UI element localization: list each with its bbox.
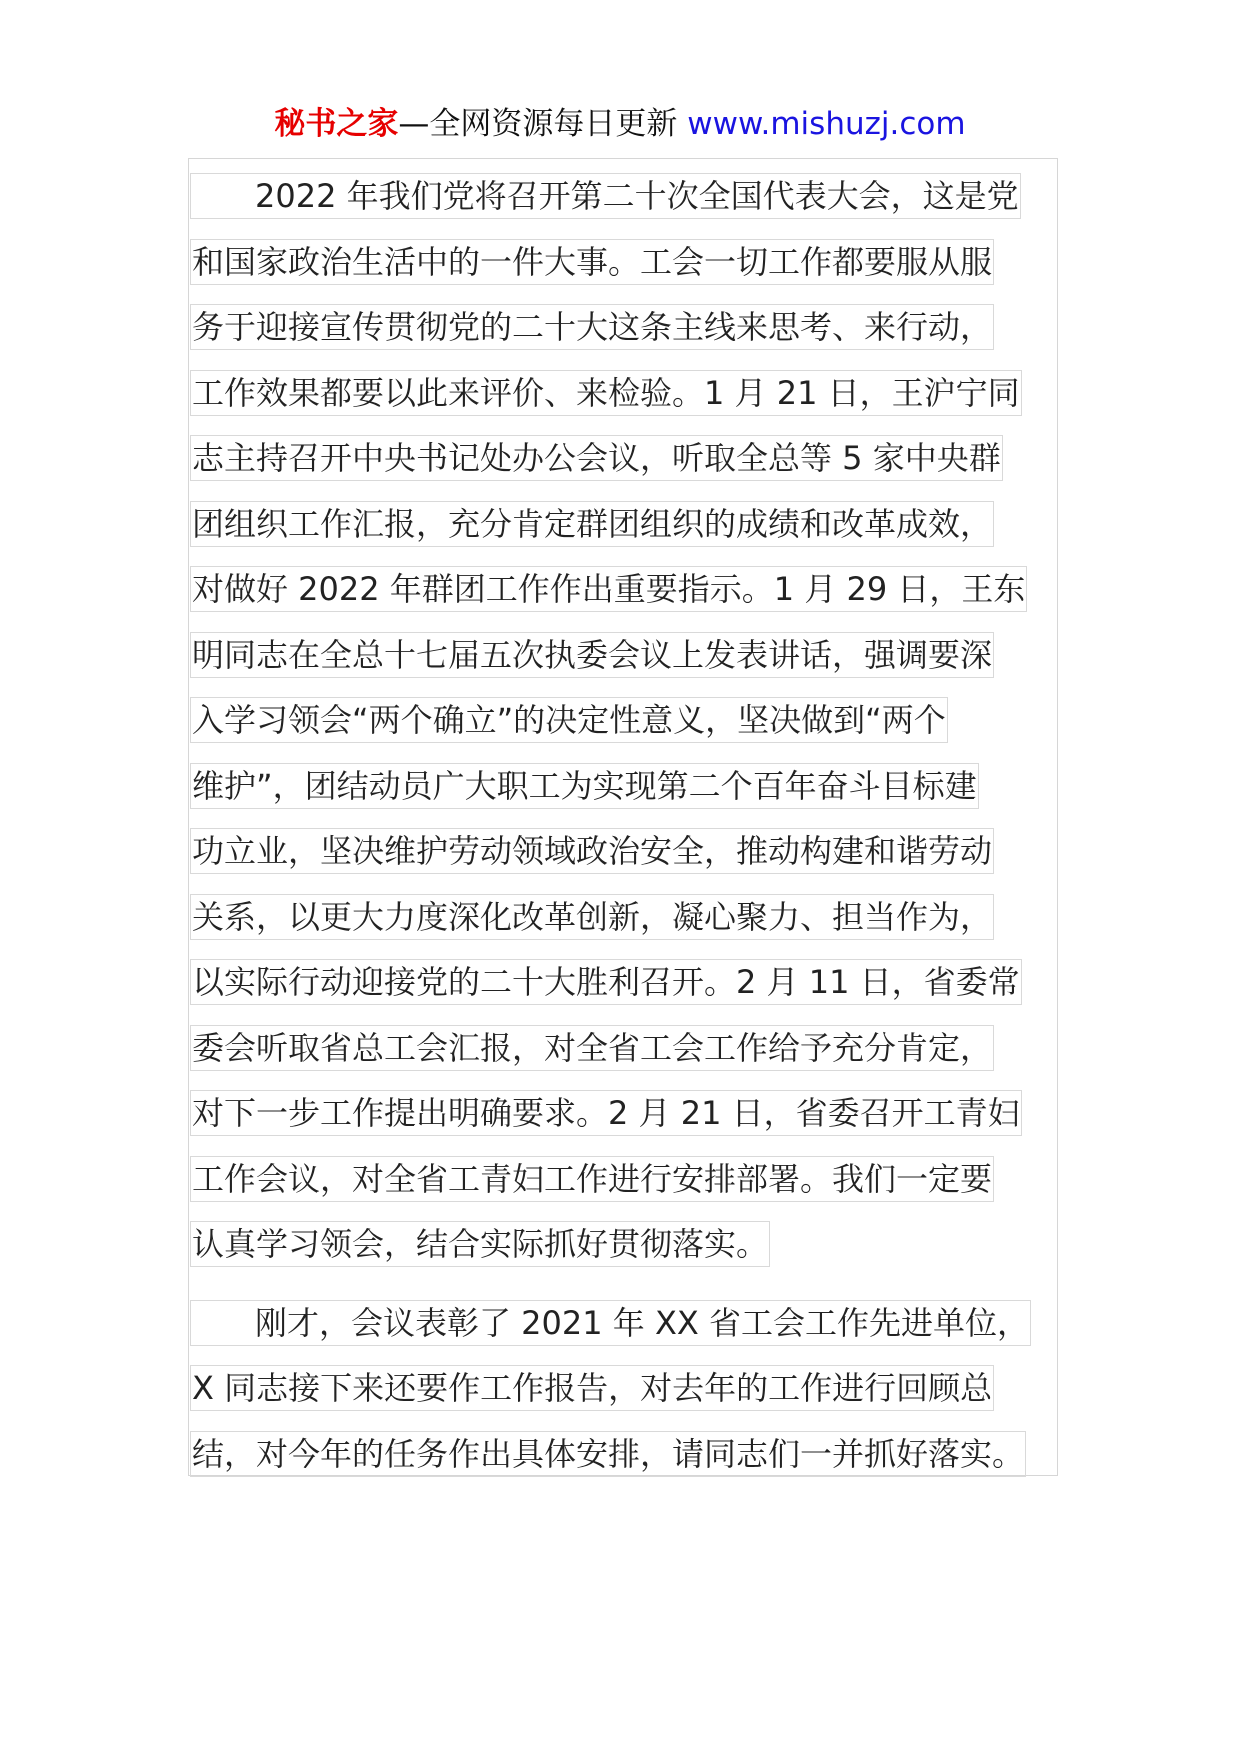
text-line: 关系，以更大力度深化改革创新，凝心聚力、担当作为，: [190, 883, 1070, 949]
text-line: 入学习领会“两个确立”的决定性意义，坚决做到“两个: [190, 686, 1070, 752]
text-line: 2022 年我们党将召开第二十次全国代表大会，这是党: [190, 162, 1070, 228]
text-line: 务于迎接宣传贯彻党的二十大这条主线来思考、来行动，: [190, 293, 1070, 359]
text-line: 结，对今年的任务作出具体安排，请同志们一并抓好落实。: [190, 1420, 1070, 1486]
text-line: 团组织工作汇报，充分肯定群团组织的成绩和改革成效，: [190, 490, 1070, 556]
text-line: 认真学习领会，结合实际抓好贯彻落实。: [190, 1210, 1070, 1276]
paragraph-2: [190, 1289, 1070, 1486]
text-line: 志主持召开中央书记处办公会议，听取全总等 5 家中央群: [190, 424, 1070, 490]
brand-name: 秘书之家: [274, 106, 399, 142]
text-line: 维护”，团结动员广大职工为实现第二个百年奋斗目标建: [190, 752, 1070, 818]
text-line: 委会听取省总工会汇报，对全省工会工作给予充分肯定，: [190, 1014, 1070, 1080]
text-line: 工作会议，对全省工青妇工作进行安排部署。我们一定要: [190, 1145, 1070, 1211]
site-url-link[interactable]: www.mishuzj.com: [687, 106, 966, 142]
text-line: 明同志在全总十七届五次执委会议上发表讲话，强调要深: [190, 621, 1070, 687]
text-line: 对做好 2022 年群团工作作出重要指示。1 月 29 日，王东: [190, 555, 1070, 621]
text-line: 和国家政治生活中的一件大事。工会一切工作都要服从服: [190, 228, 1070, 294]
text-line: 刚才，会议表彰了 2021 年 XX 省工会工作先进单位，: [190, 1289, 1070, 1355]
text-line: 对下一步工作提出明确要求。2 月 21 日，省委召开工青妇: [190, 1079, 1070, 1145]
header-tagline: —全网资源每日更新: [398, 106, 678, 142]
text-line: 以实际行动迎接党的二十大胜利召开。2 月 11 日，省委常: [190, 948, 1070, 1014]
text-line: X 同志接下来还要作工作报告，对去年的工作进行回顾总: [190, 1354, 1070, 1420]
text-line: 工作效果都要以此来评价、来检验。1 月 21 日，王沪宁同: [190, 359, 1070, 425]
document-body: [190, 162, 1070, 1485]
site-header: [0, 100, 1240, 148]
paragraph-1: [190, 162, 1070, 1276]
text-line: 功立业，坚决维护劳动领域政治安全，推动构建和谐劳动: [190, 817, 1070, 883]
